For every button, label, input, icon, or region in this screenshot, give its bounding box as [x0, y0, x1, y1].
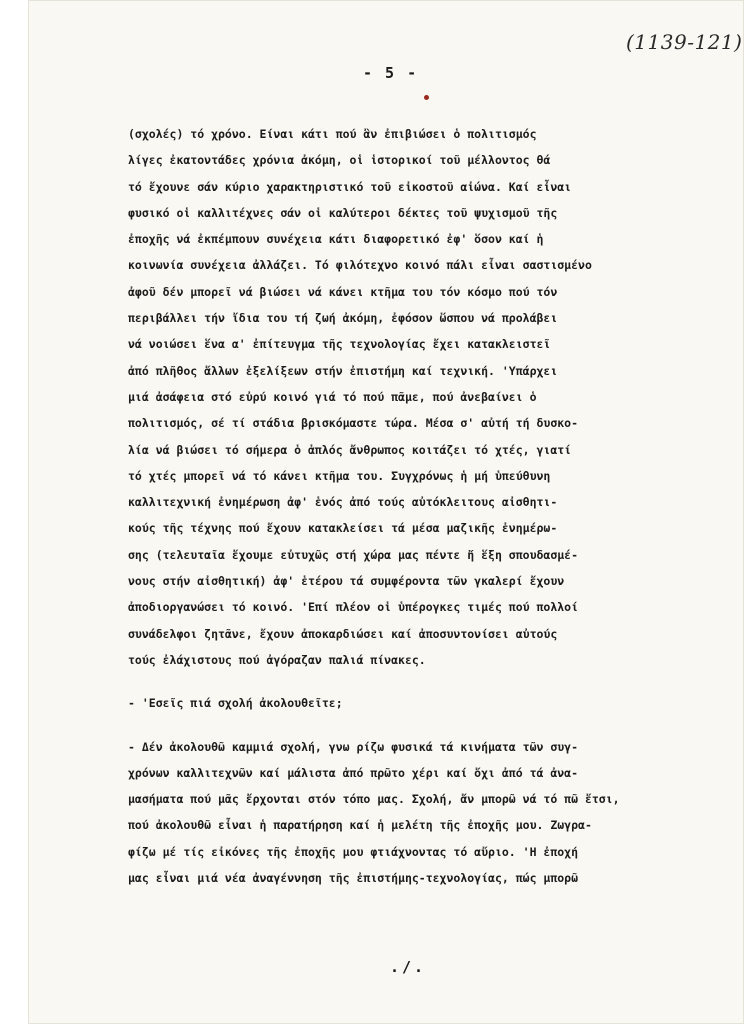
ink-spot: [424, 95, 429, 100]
interview-question: - 'Εσεῖς πιά σχολή ἀκολουθεῖτε;: [128, 696, 343, 711]
text-line: μας εἶναι μιά νέα ἀναγέννηση τῆς ἐπιστήμης-τεχνολογίας, πώς μπορῶ: [128, 871, 579, 886]
paragraph-main: [128, 121, 688, 673]
text-line: μιά ἀσάφεια στό εὐρύ κοινό γιά τό πού πᾶμε, πού ἀνεβαίνει ὁ: [128, 389, 537, 404]
interview-answer: [128, 734, 688, 892]
text-line: μασήματα πού μᾶς ἔρχονται στόν τόπο μας. Σχολή, ἄν μπορῶ νά τό πῶ ἔτσι,: [128, 792, 620, 807]
text-line: φίζω μέ τίς εἰκόνες τῆς ἐποχῆς μου φτιάχνοντας τό αὔριο. 'Η ἐποχή: [128, 844, 579, 859]
handwritten-reference-number: (1139-121): [626, 30, 743, 54]
text-line: καλλιτεχνική ἐνημέρωση ἀφ' ἑνός ἀπό τούς αὐτόκλειτους αἰσθητι-: [128, 495, 558, 510]
text-line: τό ἔχουνε σάν κύριο χαρακτηριστικό τοῦ εἰκοστοῦ αἰώνα. Καί εἶναι: [128, 179, 572, 194]
paragraph-spacing: [128, 717, 688, 734]
text-line: ἀπό πλῆθος ἄλλων ἐξελίξεων στήν ἐπιστήμη καί τεχνική. 'Υπάρχει: [128, 363, 558, 378]
text-line: πολιτισμός, σέ τί στάδια βρισκόμαστε τώρα. Μέσα σ' αὐτή τή δυσκο-: [128, 416, 579, 431]
text-line: λία νά βιώσει τό σήμερα ὁ ἁπλός ἄνθρωπος κοιτάζει τό χτές, γιατί: [128, 442, 572, 457]
text-line: τό χτές μπορεῖ νά τό κάνει κτῆμα του. Συγχρόνως ἡ μή ὑπεύθυνη: [128, 468, 551, 483]
text-line: πού ἀκολουθῶ εἶναι ἡ παρατήρηση καί ἡ μελέτη τῆς ἐποχῆς μου. Ζωγρα-: [128, 818, 592, 833]
text-line: περιβάλλει τήν ἴδια του τή ζωή ἀκόμη, ἐφόσον ὥσπου νά προλάβει: [128, 311, 558, 326]
text-line: λίγες ἐκατοντάδες χρόνια ἀκόμη, οἱ ἱστορικοί τοῦ μέλλοντος θά: [128, 153, 551, 168]
text-line: ἀφοῦ δέν μπορεῖ νά βιώσει νά κάνει κτῆμα του τόν κόσμο πού τόν: [128, 284, 558, 299]
text-line: τούς ἐλάχιστους πού ἀγόραζαν παλιά πίνακες.: [128, 652, 426, 667]
text-line: φυσικό οἱ καλλιτέχνες σάν οἱ καλύτεροι δέκτες τοῦ ψυχισμοῦ τῆς: [128, 205, 558, 220]
text-line: χρόνων καλλιτεχνῶν καί μάλιστα ἀπό πρῶτο χέρι καί ὄχι ἀπό τά ἀνα-: [128, 765, 579, 780]
text-line: - Δέν ἀκολουθῶ καμμιά σχολή, γνω ρίζω φυσικά τά κινήματα τῶν συγ-: [128, 739, 579, 754]
paragraph-spacing: [128, 673, 688, 690]
text-line: (σχολές) τό χρόνο. Είναι κάτι πού ἂν ἐπιβιώσει ὁ πολιτισμός: [128, 127, 537, 141]
continuation-mark: ./.: [390, 958, 427, 976]
text-line: νά νοιώσει ἕνα α' ἐπίτευγμα τῆς τεχνολογίας ἔχει κατακλειστεῖ: [128, 337, 551, 352]
text-line: κούς τῆς τέχνης πού ἔχουν κατακλείσει τά μέσα μαζικῆς ἐνημέρω-: [128, 521, 558, 536]
text-line: σης (τελευταῖα ἔχουμε εὐτυχῶς στή χώρα μας πέντε ἤ ἕξη σπουδασμέ-: [128, 547, 579, 562]
text-line: συνάδελφοι ζητᾶνε, ἔχουν ἀποκαρδιώσει καί ἀποσυντονίσει αὐτούς: [128, 626, 558, 641]
text-line: ἀποδιοργανώσει τό κοινό. 'Επί πλέον οἱ ὑπέρογκες τιμές πού πολλοί: [128, 600, 579, 615]
page-number: - 5 -: [363, 64, 419, 82]
document-body: [128, 121, 688, 891]
text-line: νους στήν αἰσθητική) ἀφ' ἑτέρου τά συμφέροντα τῶν γκαλερί ἔχουν: [128, 574, 565, 589]
text-line: κοινωνία συνέχεια ἀλλάζει. Τό φιλότεχνο κοινό πάλι εἶναι σαστισμένο: [128, 258, 592, 273]
text-line: ἐποχῆς νά ἐκπέμπουν συνέχεια κάτι διαφορετικό ἐφ' ὅσον καί ἡ: [128, 232, 544, 247]
